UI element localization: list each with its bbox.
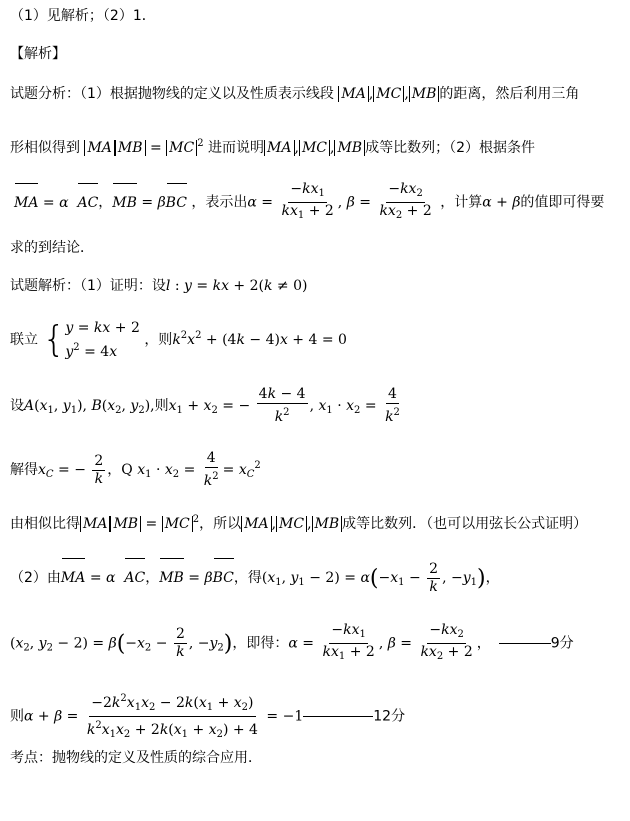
note-text: 抛物线的定义及性质的综合应用． [52, 750, 262, 766]
solution-sum-line: 则α + β = $\frac{-2k^2x_1x_2 - 2k(x_1 + x_2)}{k^2x_1x_2 + 2k(x_1 + x_2) + 4}$ = −1 12分 [10, 690, 622, 743]
solution-then: ，则 [144, 332, 173, 348]
solution-then-sum: 则 [10, 708, 24, 725]
score-12: 12分 [373, 708, 406, 725]
solution-line-similar: 由相似比得 MA MB = MC $^2$，所以 MA , MC , MB 成等比数列．（也可以用弦长公式证明） [10, 514, 588, 532]
analysis-text-2a: 形相似得到 [10, 140, 80, 156]
equation-system: { y = kx + 2 $y^2 = 4x$ [42, 319, 140, 360]
solution-set-a: 设 [10, 398, 24, 414]
analysis-label: 试题分析： [10, 86, 80, 102]
math-ma: MA [338, 86, 368, 102]
solution-similar-c: 成等比数列．（也可以用弦长公式证明） [342, 516, 588, 532]
analysis-line-2: 形相似得到 MA MB = MC $^2$ 进而说明 MA , MC , MB 成等比数列；（2）根据条件 [10, 138, 535, 156]
analysis-text-2b: 进而说明 [208, 140, 265, 156]
solution-similar-b: ，所以 [199, 516, 242, 532]
solution-part2-b: ，得 [233, 570, 262, 586]
analysis-text-3c: 的值即可得要 [520, 194, 605, 211]
solution-line-1: 试题解析：（1）证明：设l : y = kx + 2(k ≠ 0) [10, 278, 308, 294]
solution-similar-a: 由相似比得 [10, 516, 80, 532]
analysis-text-1b: 的距离，然后利用三角 [439, 86, 580, 102]
answer-line: （1）见解析；（2）1． [10, 8, 156, 24]
analysis-text-1a: （1）根据抛物线的定义以及性质表示线段 [80, 86, 334, 102]
score-leader-line [499, 643, 551, 644]
score-leader-line-2 [303, 716, 373, 717]
solution-set-b: 则 [154, 398, 169, 414]
solution-line-roots: 设$A(x_1$, $y_1$), $B(x_2$, $y_2$),则$x_1 + x_2$ = − $\frac{4k - 4}{k^2}$ , $x_1 \cdot x_2$ = $\frac{4}{k^2}$ [10, 386, 400, 425]
solution-solve: 解得 [10, 462, 38, 478]
analysis-line-3: MA = α AC，MB = βBC ，表示出α = $\frac{-kx_1}{kx_1 + 2}$ , β = $\frac{-kx_2}{kx_2 + 2}$ ，计算α + β的值即可得要 [14, 181, 605, 221]
solution-step1: （1）证明：设 [80, 278, 166, 294]
math-mc: MC [373, 86, 404, 102]
note-label: 考点： [10, 750, 52, 766]
solution-system-line: 联立 { y = kx + 2 $y^2 = 4x$ ，则$k^2x^2 + (4k - 4)x + 4 = 0$ [10, 319, 347, 360]
score-9: 9分 [550, 635, 574, 652]
solution-get: ，即得： [232, 635, 289, 652]
solution-part2-a: （2）由 [10, 570, 61, 586]
analysis-line-1: 试题分析：（1）根据抛物线的定义以及性质表示线段 MA , MC , MB 的距离，然后利用三角 [10, 86, 580, 102]
solution-part2-line-1: （2）由MA = α AC，MB = βBC，得($x_1$, $y_1 - 2) = \alpha(-x_1$ − $\frac{2}{k}$ , $-y_1$)， [10, 560, 500, 595]
solution-line-xc: 解得$x_C$ = − $\frac{2}{k}$ ，Q $x_1 \cdot x_2$ = $\frac{4}{k^2}$ = $x_C^2$ [10, 450, 261, 489]
analysis-text-3a: ，表示出 [191, 194, 248, 211]
analysis-text-3b: ，计算 [440, 194, 483, 211]
math-mb: MB [409, 86, 440, 102]
analysis-text-2c: 成等比数列；（2）根据条件 [365, 140, 535, 156]
solution-label: 试题解析： [10, 278, 80, 294]
section-title: 【解析】 [10, 46, 66, 62]
note-line [10, 748, 622, 768]
analysis-line-4: 求的到结论． [10, 240, 94, 256]
solution-join: 联立 [10, 332, 38, 348]
solution-part2-line-2: ($x_2$, $y_2 - 2) = \beta(-x_2$ − $\frac{2}{k}$ , $-y_2$)，即得：α = $\frac{-kx_1}{kx_1 + 2}$ , β = $\frac{-kx_2}{kx_2 + 2}$ ， 9分 [10, 622, 574, 662]
